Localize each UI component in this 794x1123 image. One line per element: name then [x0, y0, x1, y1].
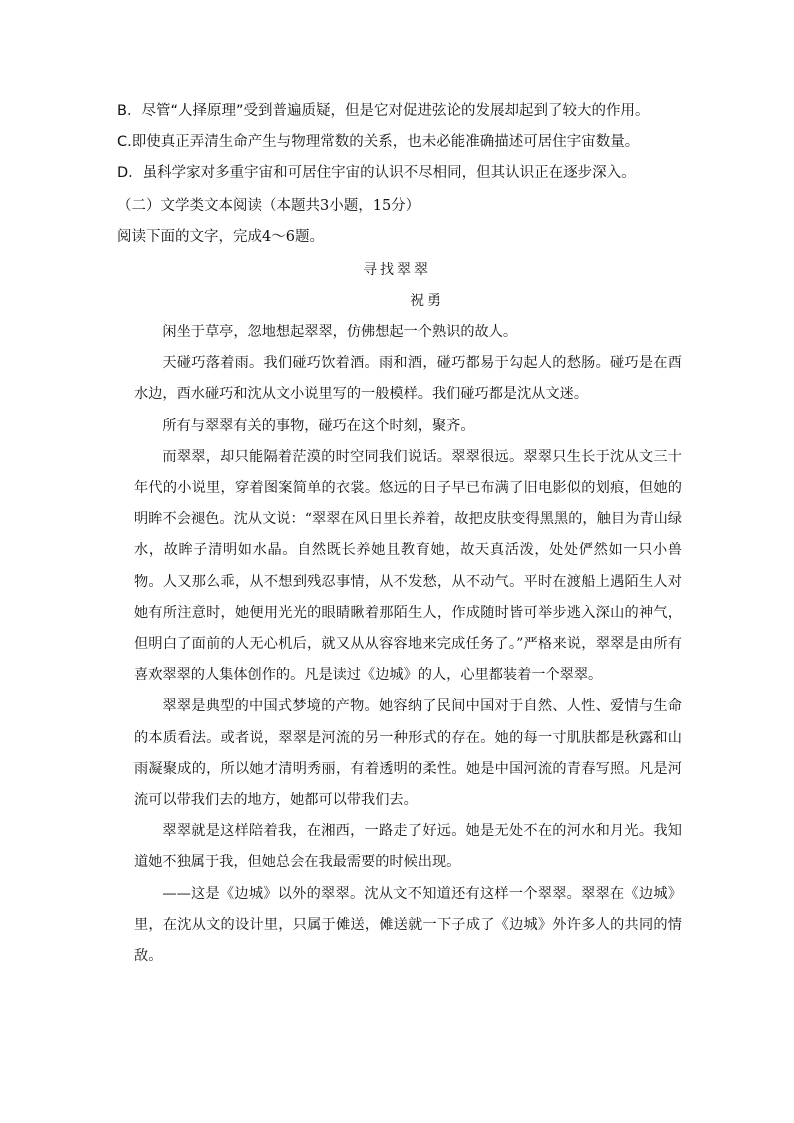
section-heading: （二）文学类文本阅读（本题共3小题，15分） — [117, 198, 421, 214]
option-b: B．尽管“人择原理”受到普遍质疑，但是它对促进弦论的发展却起到了较大的作用。 — [117, 103, 650, 119]
reading-instruction: 阅读下面的文字，完成4～6题。 — [117, 229, 324, 245]
answer-options — [117, 96, 697, 189]
article-body — [134, 317, 682, 972]
article-title: 寻找翠翠 — [363, 262, 431, 278]
paragraph-4: 而翠翠，却只能隔着茫漠的时空同我们说话。翠翠很远。翠翠只生长于沈从文三十年代的小说里，穿着图案简单的衣裳。悠远的日子早已布满了旧电影似的划痕，但她的明眸不会褪色。沈从文说：“翠翠在风日里长养着，故把皮肤变得黑黑的，触目为青山绿水，故眸子清明如水晶。自然既长养她且教育她，故天真活泼，处处俨然如一只小兽物。人又那么乖，从不想到残忍事情，从不发愁，从不动气。平时在渡船上遇陌生人对她有所注意时，她便用光光的眼睛瞅着那陌生人，作成随时皆可举步逃入深山的神气，但明白了面前的人无心机后，就又从从容容地来完成任务了。”严格来说，翠翠是由所有喜欢翠翠的人集体创作的。凡是读过《边城》的人，心里都装着一个翠翠。 — [134, 448, 682, 684]
paragraph-2: 天碰巧落着雨。我们碰巧饮着酒。雨和酒，碰巧都易于勾起人的愁肠。碰巧是在酉水边，酉水碰巧和沈从文小说里写的一般模样。我们碰巧都是沈从文迷。 — [134, 355, 682, 403]
option-c: C.即使真正弄清生命产生与物理常数的关系，也未必能准确描述可居住宇宙数量。 — [117, 134, 640, 150]
paragraph-6: 翠翠就是这样陪着我，在湘西，一路走了好远。她是无处不在的河水和月光。我知道她不独属于我，但她总会在我最需要的时候出现。 — [134, 823, 682, 871]
paragraph-7: ——这是《边城》以外的翠翠。沈从文不知道还有这样一个翠翠。翠翠在《边城》里，在沈从文的设计里，只属于傩送，傩送就一下子成了《边城》外许多人的共同的情敌。 — [134, 885, 682, 965]
paragraph-3: 所有与翠翠有关的事物，碰巧在这个时刻，聚齐。 — [162, 417, 475, 434]
paragraph-1: 闲坐于草亭，忽地想起翠翠，仿佛想起一个熟识的故人。 — [162, 324, 518, 340]
article-author: 祝勇 — [410, 293, 444, 309]
option-d: D．虽科学家对多重宇宙和可居住宇宙的认识不尽相同，但其认识正在逐步深入。 — [117, 165, 636, 181]
paragraph-5: 翠翠是典型的中国式梦境的产物。她容纳了民间中国对于自然、人性、爱情与生命的本质看法。或者说，翠翠是河流的另一种形式的存在。她的每一寸肌肤都是秋露和山雨凝聚成的，所以她才清明秀丽，有着透明的柔性。她是中国河流的青春写照。凡是河流可以带我们去的地方，她都可以带我们去。 — [134, 698, 682, 809]
